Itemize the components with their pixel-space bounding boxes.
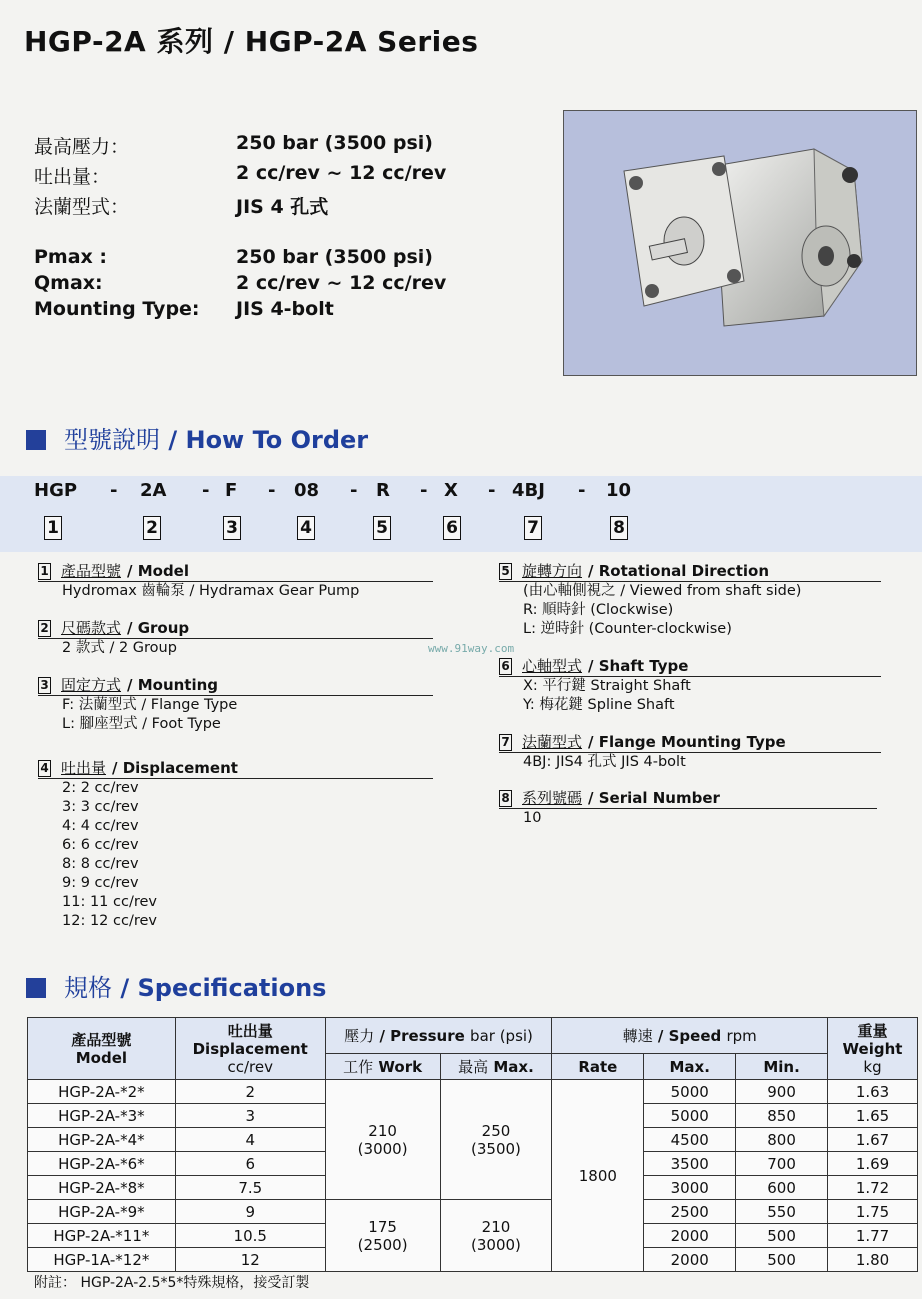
code-part: 4BJ	[512, 480, 545, 501]
code-part: R	[376, 480, 390, 501]
code-sep: -	[202, 480, 210, 501]
order-item-line: 4: 4 cc/rev	[62, 818, 139, 834]
spec-value: JIS 4 孔式	[236, 196, 329, 218]
code-number-box: 4	[297, 516, 315, 540]
order-item-line: 2: 2 cc/rev	[62, 780, 139, 796]
page-title: HGP-2A 系列 / HGP-2A Series	[24, 25, 479, 58]
col-speed-header: 轉速 / Speed rpm	[552, 1018, 828, 1054]
table-row: HGP-2A-*9* 9 175 (2500) 210 (3000) 2500 550 1.75	[28, 1200, 918, 1224]
col-rate-header: Rate	[552, 1054, 644, 1080]
code-part: X	[444, 480, 458, 501]
order-item-line: 8: 8 cc/rev	[62, 856, 139, 872]
order-item-line: Hydromax 齒輪泵 / Hydramax Gear Pump	[62, 583, 360, 599]
heading-square-icon	[26, 430, 46, 450]
code-sep: -	[578, 480, 586, 501]
how-to-order-heading: 型號說明 / How To Order	[26, 420, 368, 455]
order-item-displacement: 4 吐出量 / Displacement 2: 2 cc/rev 3: 3 cc/rev 4: 4 cc/rev 6: 6 cc/rev 8: 8 cc/rev 9: 9 cc/rev 11: 11 cc/rev 12: 12 cc/rev	[38, 758, 433, 931]
code-number-box: 5	[373, 516, 391, 540]
order-item-mounting: 3 固定方式 / Mounting F: 法蘭型式 / Flange Type L: 腳座型式 / Foot Type	[38, 675, 433, 734]
spec-value: JIS 4-bolt	[236, 298, 334, 320]
max-pressure-cell: 250 (3500)	[440, 1080, 552, 1200]
spec-key: 法蘭型式：	[34, 196, 130, 218]
order-item-model: 1 產品型號 / Model Hydromax 齒輪泵 / Hydramax Gear Pump	[38, 561, 433, 601]
code-number-box: 7	[524, 516, 542, 540]
watermark: www.91way.com	[428, 642, 515, 655]
order-item-shaft: 6 心軸型式 / Shaft Type X: 平行鍵 Straight Shaft Y: 梅花鍵 Spline Shaft	[499, 656, 881, 715]
spec-key: Mounting Type:	[34, 298, 200, 320]
spec-value: 250 bar (3500 psi)	[236, 246, 433, 268]
table-row: HGP-2A-*11* 10.5 2000 500 1.77	[28, 1224, 918, 1248]
code-part: F	[225, 480, 238, 501]
heading-square-icon	[26, 978, 46, 998]
order-item-flange: 7 法蘭型式 / Flange Mounting Type 4BJ: JIS4 孔式 JIS 4-bolt	[499, 732, 881, 772]
order-item-line: X: 平行鍵 Straight Shaft	[523, 678, 691, 694]
order-code-band	[0, 476, 922, 552]
col-weight-header: 重量 Weight kg	[828, 1018, 918, 1080]
table-row: HGP-2A-*3* 3 5000 850 1.65	[28, 1104, 918, 1128]
code-part: 08	[294, 480, 320, 501]
order-item-line: 9: 9 cc/rev	[62, 875, 139, 891]
order-item-line: 4BJ: JIS4 孔式 JIS 4-bolt	[523, 754, 686, 770]
spec-value: 2 cc/rev ~ 12 cc/rev	[236, 162, 447, 184]
order-item-line: Y: 梅花鍵 Spline Shaft	[523, 697, 675, 713]
order-item-line: F: 法蘭型式 / Flange Type	[62, 697, 238, 713]
order-item-rotation: 5 旋轉方向 / Rotational Direction (由心軸側視之 / Viewed from shaft side) R: 順時針 (Clockwise) L: 逆時針 (Counter-clockwise)	[499, 561, 881, 639]
code-number-box: 3	[223, 516, 241, 540]
code-part: 10	[606, 480, 632, 501]
code-part: 2A	[140, 480, 167, 501]
order-item-line: L: 腳座型式 / Foot Type	[62, 716, 221, 732]
code-sep: -	[420, 480, 428, 501]
footnote: 附註： HGP-2A-2.5*5*特殊規格，接受訂製	[34, 1275, 310, 1291]
code-number-box: 6	[443, 516, 461, 540]
spec-key: Pmax :	[34, 246, 108, 268]
code-part: HGP	[34, 480, 78, 501]
table-row: HGP-2A-*2* 2 210 (3000) 250 (3500) 1800 5000 900 1.63	[28, 1080, 918, 1104]
table-row: HGP-1A-*12* 12 2000 500 1.80	[28, 1248, 918, 1272]
code-sep: -	[488, 480, 496, 501]
col-model-header: 產品型號 Model	[28, 1018, 176, 1080]
order-item-serial: 8 系列號碼 / Serial Number 10	[499, 788, 877, 828]
spec-value: 2 cc/rev ~ 12 cc/rev	[236, 272, 447, 294]
code-number-box: 2	[143, 516, 161, 540]
max-pressure-cell: 210 (3000)	[440, 1200, 552, 1272]
code-sep: -	[110, 480, 118, 501]
order-item-line: (由心軸側視之 / Viewed from shaft side)	[523, 583, 802, 599]
gear-pump-icon	[564, 111, 916, 375]
order-item-line: 11: 11 cc/rev	[62, 894, 157, 910]
table-row: HGP-2A-*6* 6 3500 700 1.69	[28, 1152, 918, 1176]
spec-key: 吐出量：	[34, 166, 111, 188]
col-speed-min-header: Min.	[736, 1054, 828, 1080]
spec-key: 最高壓力：	[34, 136, 130, 158]
order-item-line: R: 順時針 (Clockwise)	[523, 602, 674, 618]
order-item-line: L: 逆時針 (Counter-clockwise)	[523, 621, 732, 637]
order-item-line: 12: 12 cc/rev	[62, 913, 157, 929]
col-disp-header: 吐出量 Displacement cc/rev	[175, 1018, 325, 1080]
code-number-box: 1	[44, 516, 62, 540]
order-item-line: 10	[523, 810, 542, 826]
code-sep: -	[350, 480, 358, 501]
col-max-header: 最高 Max.	[440, 1054, 552, 1080]
code-number-box: 8	[610, 516, 628, 540]
rate-cell: 1800	[552, 1080, 644, 1272]
work-pressure-cell: 210 (3000)	[325, 1080, 440, 1200]
spec-value: 250 bar (3500 psi)	[236, 132, 433, 154]
work-pressure-cell: 175 (2500)	[325, 1200, 440, 1272]
table-row: HGP-2A-*8* 7.5 3000 600 1.72	[28, 1176, 918, 1200]
col-pressure-header: 壓力 / Pressure bar (psi)	[325, 1018, 552, 1054]
spec-key: Qmax:	[34, 272, 103, 294]
order-item-line: 2 款式 / 2 Group	[62, 640, 177, 656]
order-item-line: 6: 6 cc/rev	[62, 837, 139, 853]
spec-table	[27, 1017, 918, 1272]
col-work-header: 工作 Work	[325, 1054, 440, 1080]
order-item-line: 3: 3 cc/rev	[62, 799, 139, 815]
col-speed-max-header: Max.	[644, 1054, 736, 1080]
specifications-heading: 規格 / Specifications	[26, 968, 326, 1003]
code-sep: -	[268, 480, 276, 501]
order-item-group: 2 尺碼款式 / Group 2 款式 / 2 Group	[38, 618, 433, 658]
pump-photo	[563, 110, 917, 376]
table-row: HGP-2A-*4* 4 4500 800 1.67	[28, 1128, 918, 1152]
